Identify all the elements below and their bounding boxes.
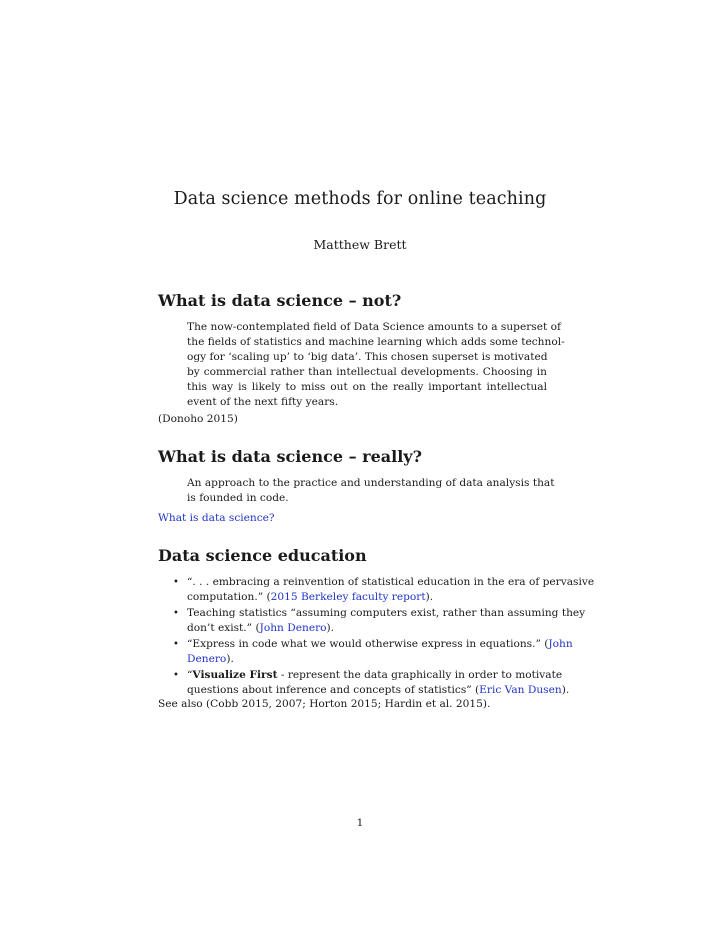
quote-line: is founded in code. bbox=[187, 492, 289, 504]
section-heading-really: What is data science – really? bbox=[158, 447, 422, 466]
bullet-line: questions about inference and concepts of statistics” (Eric Van Dusen). bbox=[187, 684, 570, 696]
list-item bbox=[158, 668, 568, 698]
paper-author: Matthew Brett bbox=[313, 237, 407, 252]
bullet-line: “Express in code what we would otherwise express in equations.” (John bbox=[187, 638, 573, 650]
section-heading-education: Data science education bbox=[158, 546, 367, 565]
paper-title: Data science methods for online teaching bbox=[173, 189, 547, 209]
quote-line: by commercial rather than intellectual developments. Choosing in bbox=[187, 366, 547, 378]
john-denero-link[interactable]: John Denero bbox=[259, 622, 327, 634]
bullet-icon: • bbox=[173, 670, 179, 681]
what-is-data-science-link[interactable]: What is data science? bbox=[158, 512, 275, 524]
quote-line: An approach to the practice and understanding of data analysis that bbox=[187, 477, 555, 489]
bullet-icon: • bbox=[173, 608, 179, 619]
section-heading-not: What is data science – not? bbox=[158, 291, 402, 310]
bullet-line: Teaching statistics “assuming computers exist, rather than assuming they bbox=[187, 607, 586, 619]
quote-line: event of the next fifty years. bbox=[187, 396, 339, 408]
education-bullet-list bbox=[158, 575, 595, 699]
list-item bbox=[158, 575, 595, 605]
visualize-first-emphasis: Visualize First bbox=[192, 669, 278, 681]
bullet-icon: • bbox=[173, 577, 179, 588]
bullet-line: “Visualize First - represent the data graphically in order to motivate bbox=[187, 669, 563, 681]
bullet-line: Denero). bbox=[187, 653, 234, 665]
bullet-line: “. . . embracing a reinvention of statistical education in the era of pervasive bbox=[187, 576, 595, 588]
john-denero-link-2a[interactable]: John bbox=[548, 638, 573, 650]
bullet-line: computation.” (2015 Berkeley faculty report). bbox=[187, 591, 434, 603]
berkeley-report-link[interactable]: 2015 Berkeley faculty report bbox=[270, 591, 426, 603]
what-is-data-science-link-line bbox=[158, 511, 275, 526]
quote-line: the fields of statistics and machine learning which adds some technol- bbox=[187, 336, 565, 348]
list-item bbox=[158, 637, 573, 667]
page-number: 1 bbox=[356, 817, 364, 829]
list-item bbox=[158, 606, 586, 636]
citation-donoho: (Donoho 2015) bbox=[158, 413, 238, 425]
quote-line: this way is likely to miss out on the really important intellectual bbox=[187, 381, 547, 393]
bullet-line: don’t exist.” (John Denero). bbox=[187, 622, 335, 634]
bullet-icon: • bbox=[173, 639, 179, 650]
definition-quote bbox=[187, 476, 555, 506]
eric-van-dusen-link[interactable]: Eric Van Dusen bbox=[479, 684, 562, 696]
quote-line: The now-contemplated field of Data Science amounts to a superset of bbox=[187, 321, 561, 333]
see-also-citations: See also (Cobb 2015, 2007; Horton 2015; Hardin et al. 2015). bbox=[158, 698, 491, 710]
donoho-quote bbox=[187, 320, 565, 410]
quote-line: ogy for ‘scaling up’ to ‘big data’. This chosen superset is motivated bbox=[187, 351, 548, 363]
john-denero-link-2b[interactable]: Denero bbox=[187, 653, 227, 665]
